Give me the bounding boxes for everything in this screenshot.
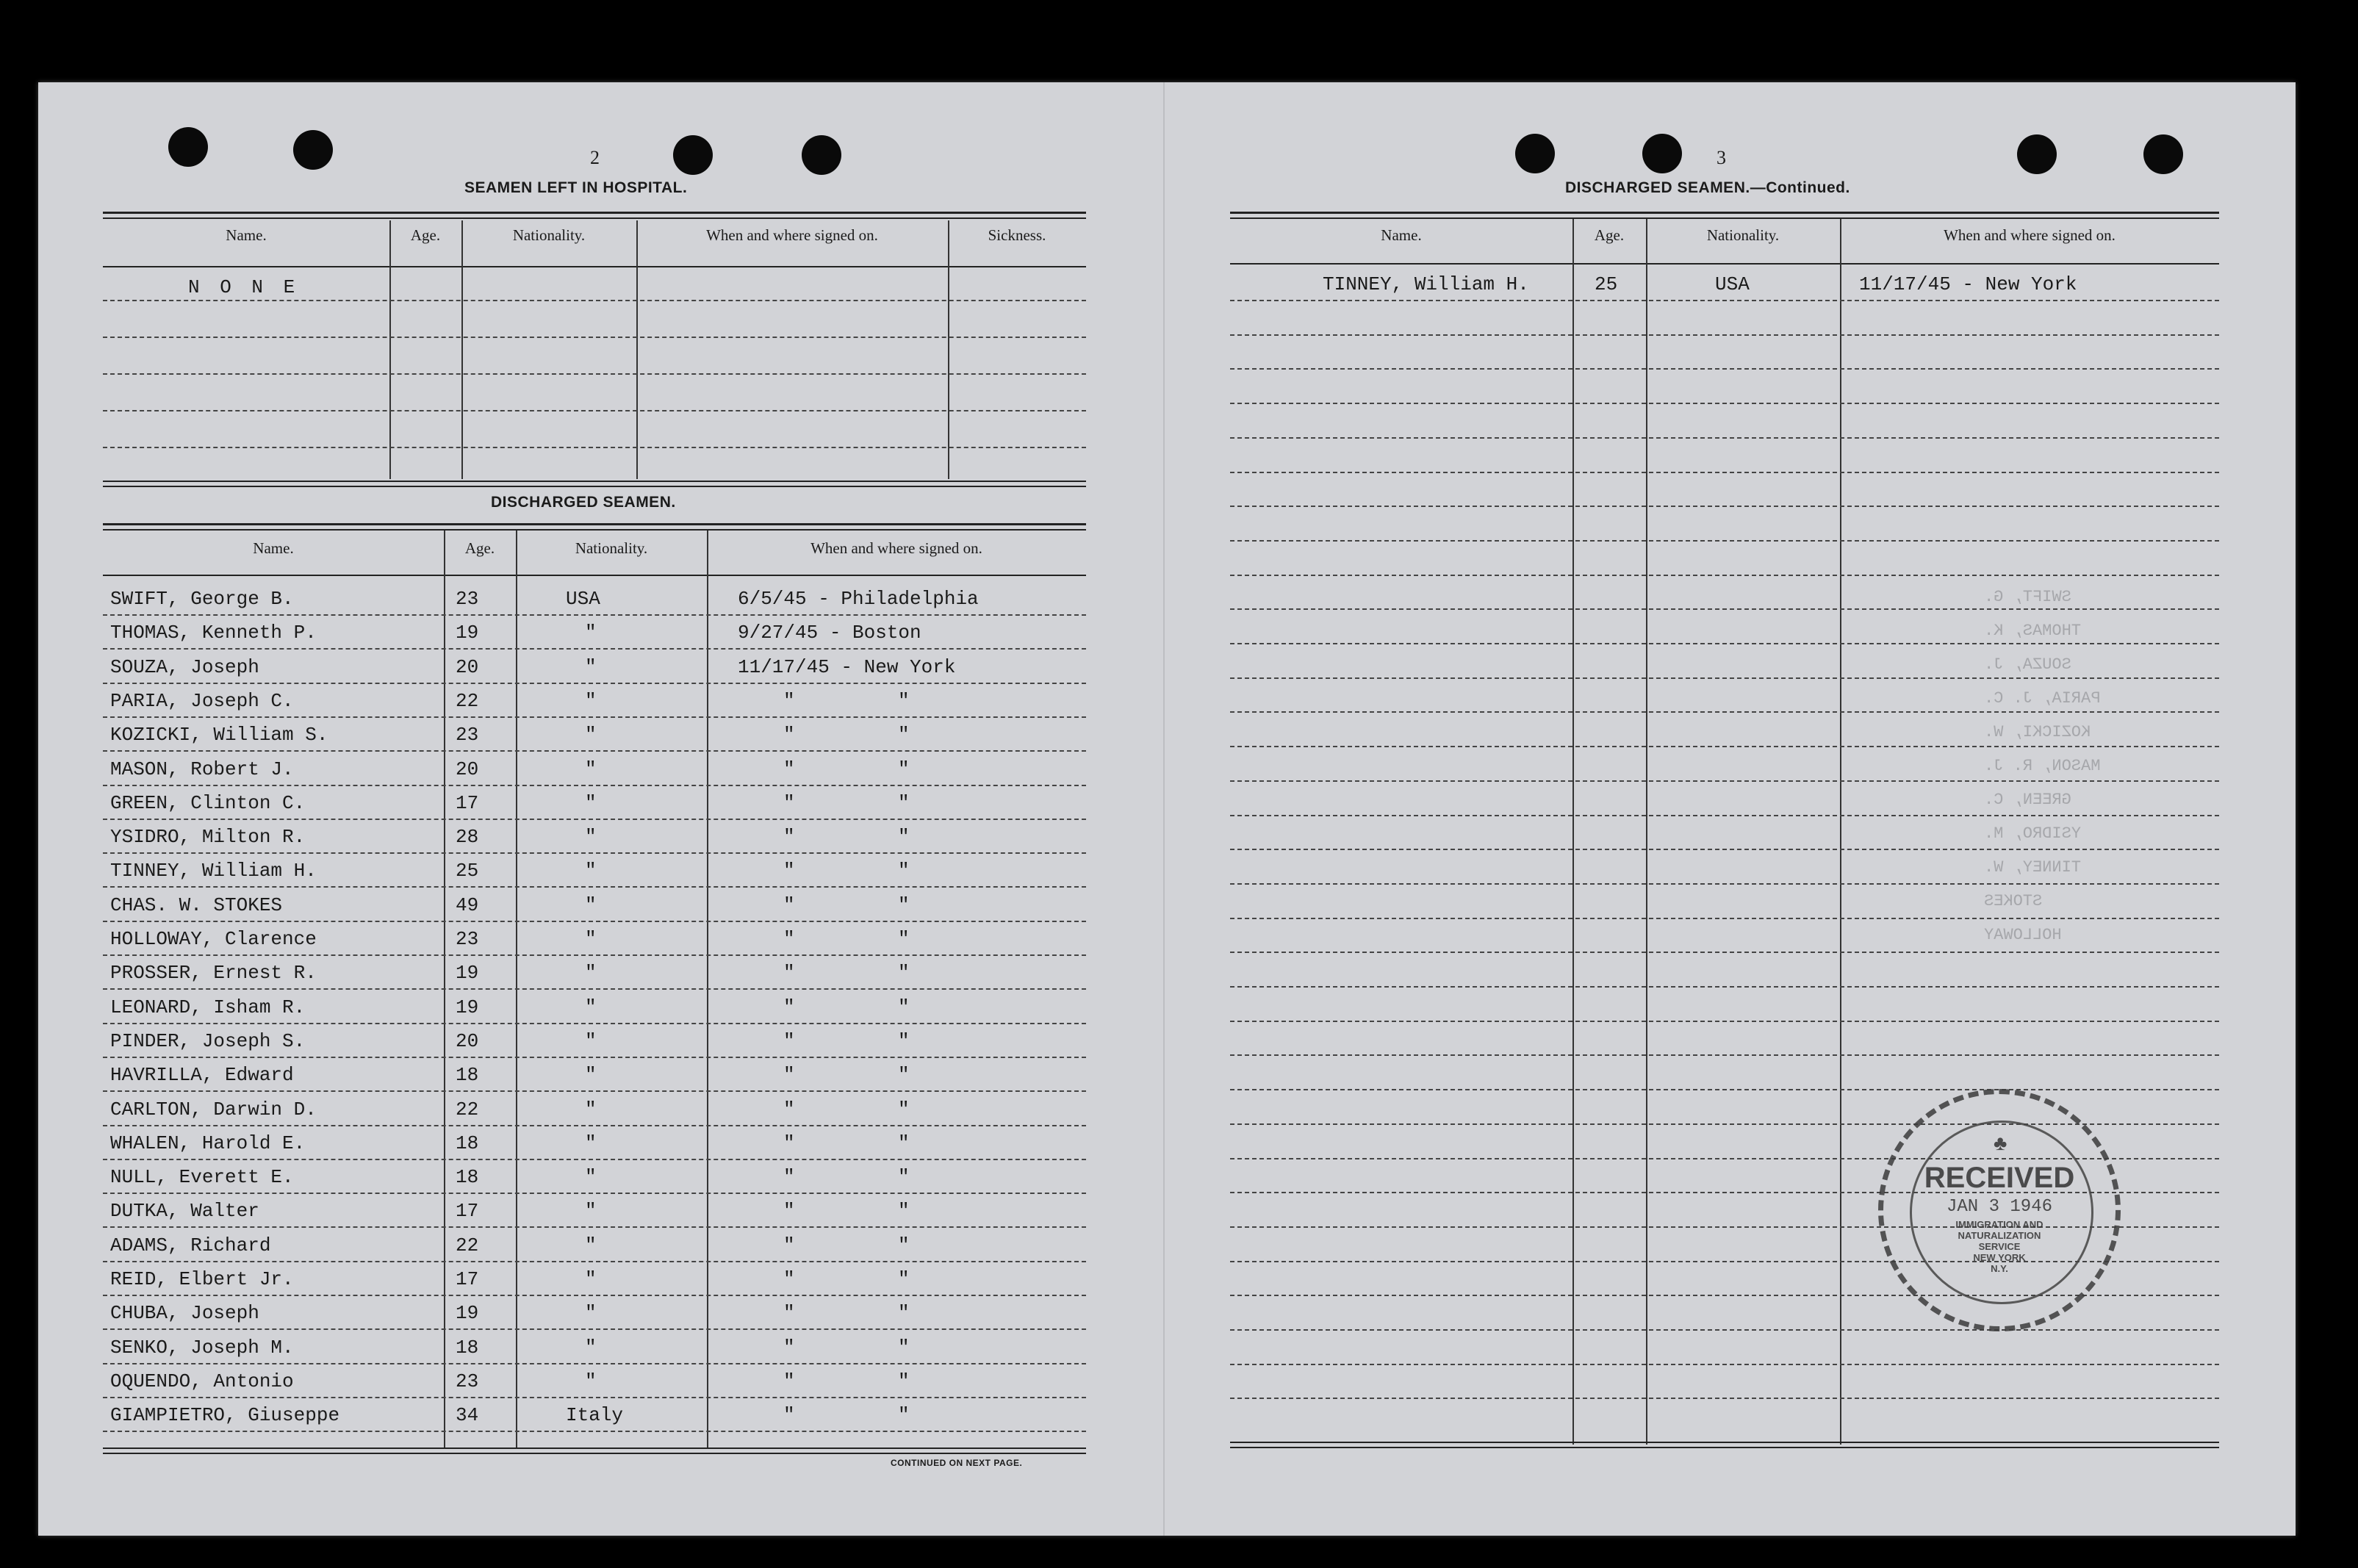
seaman-name: PARIA, Joseph C. <box>110 689 294 712</box>
dotted-row-line <box>1230 746 2219 747</box>
seaman-name: WHALEN, Harold E. <box>110 1132 306 1154</box>
dotted-row-line <box>103 648 1086 650</box>
seaman-age: 25 <box>456 860 479 882</box>
ghost-text: SWIFT, G. <box>1984 588 2071 606</box>
dotted-row-line <box>103 1023 1086 1024</box>
seaman-nationality: " <box>585 724 597 747</box>
dotted-row-line <box>103 1431 1086 1432</box>
seaman-name: DUTKA, Walter <box>110 1200 259 1223</box>
continued-note: CONTINUED ON NEXT PAGE. <box>891 1458 1023 1468</box>
punch-hole <box>1642 134 1682 173</box>
seaman-nationality: " <box>585 860 597 882</box>
signed-on-ditto: " <box>898 1404 910 1427</box>
dotted-row-line <box>1230 849 2219 850</box>
signed-on-ditto: " <box>783 826 795 849</box>
column-header: When and where signed on. <box>706 226 878 244</box>
seaman-age: 23 <box>456 724 479 747</box>
seaman-nationality: " <box>585 655 597 678</box>
dotted-row-line <box>1230 918 2219 919</box>
seaman-name: TINNEY, William H. <box>1323 273 1529 295</box>
seaman-age: 22 <box>456 1234 479 1256</box>
signed-on-ditto: " <box>783 1302 795 1325</box>
stamp-date: JAN 3 1946 <box>1946 1197 2053 1217</box>
dotted-row-line <box>1230 1398 2219 1399</box>
received-stamp <box>1878 1089 2121 1331</box>
seaman-age: 18 <box>456 1336 479 1359</box>
seaman-nationality: Italy <box>566 1404 624 1427</box>
seaman-name: NULL, Everett E. <box>110 1166 294 1189</box>
dotted-row-line <box>1230 1054 2219 1056</box>
page-number: 2 <box>590 147 600 168</box>
seaman-name: SOUZA, Joseph <box>110 655 259 678</box>
column-header: Nationality. <box>1706 226 1780 244</box>
dotted-row-line <box>103 1397 1086 1398</box>
seaman-age: 18 <box>456 1132 479 1154</box>
dotted-row-line <box>103 1261 1086 1262</box>
seaman-nationality: " <box>585 1029 597 1052</box>
column-divider <box>948 220 949 479</box>
dotted-row-line <box>103 337 1086 338</box>
dotted-row-line <box>1230 1089 2219 1090</box>
signed-on-ditto: " <box>898 791 910 814</box>
seaman-age: 19 <box>456 996 479 1018</box>
dotted-row-line <box>103 447 1086 448</box>
seaman-nationality: " <box>585 689 597 712</box>
signed-on-ditto: " <box>898 1234 910 1256</box>
dotted-row-line <box>103 988 1086 990</box>
seaman-name: HAVRILLA, Edward <box>110 1064 294 1087</box>
column-divider <box>461 220 463 479</box>
seaman-nationality: " <box>585 1200 597 1223</box>
column-header: Sickness. <box>988 226 1046 244</box>
dotted-row-line <box>1230 815 2219 816</box>
signed-on-ditto: " <box>783 1370 795 1392</box>
signed-on: 11/17/45 - New York <box>1859 273 2077 295</box>
dotted-row-line <box>103 1057 1086 1058</box>
seaman-age: 34 <box>456 1404 479 1427</box>
punch-hole <box>673 135 713 175</box>
dotted-row-line <box>103 716 1086 718</box>
seaman-name: TINNEY, William H. <box>110 860 317 882</box>
seaman-age: 49 <box>456 893 479 916</box>
signed-on-ditto: " <box>783 1132 795 1154</box>
signed-on-ditto: " <box>898 1166 910 1189</box>
dotted-row-line <box>103 614 1086 616</box>
signed-on-ditto: " <box>898 1268 910 1290</box>
stamp-agency: IMMIGRATION AND NATURALIZATION SERVICE NEW YORK N.Y. <box>1955 1219 2044 1274</box>
seaman-age: 20 <box>456 1029 479 1052</box>
seaman-nationality: " <box>585 1166 597 1189</box>
seaman-age: 17 <box>456 1200 479 1223</box>
table-bottom-rule <box>103 1453 1086 1454</box>
seaman-age: 23 <box>456 588 479 610</box>
seaman-nationality: " <box>585 996 597 1018</box>
dotted-row-line <box>1230 677 2219 679</box>
section-title-hospital: SEAMEN LEFT IN HOSPITAL. <box>464 179 688 196</box>
dotted-row-line <box>103 1159 1086 1160</box>
signed-on-ditto: " <box>898 996 910 1018</box>
ghost-text: HOLLOWAY <box>1984 926 2062 944</box>
page-number: 3 <box>1717 147 1726 168</box>
table-top-rule <box>103 523 1086 525</box>
signed-on-ditto: " <box>783 1336 795 1359</box>
signed-on: 9/27/45 - Boston <box>738 622 921 644</box>
signed-on-ditto: " <box>783 962 795 985</box>
dotted-row-line <box>1230 1329 2219 1331</box>
signed-on-ditto: " <box>898 1098 910 1121</box>
seaman-name: SENKO, Joseph M. <box>110 1336 294 1359</box>
signed-on-ditto: " <box>783 1064 795 1087</box>
section-title-discharged: DISCHARGED SEAMEN. <box>491 494 676 511</box>
dotted-row-line <box>103 1363 1086 1364</box>
dotted-row-line <box>103 683 1086 684</box>
dotted-row-line <box>1230 1364 2219 1365</box>
dotted-row-line <box>1230 575 2219 576</box>
signed-on-ditto: " <box>783 724 795 747</box>
dotted-row-line <box>1230 883 2219 885</box>
dotted-row-line <box>1230 1021 2219 1022</box>
signed-on-ditto: " <box>898 758 910 780</box>
column-header: When and where signed on. <box>1944 226 2116 244</box>
column-header: Age. <box>410 226 441 244</box>
seaman-age: 18 <box>456 1166 479 1189</box>
column-header: Name. <box>226 226 267 244</box>
signed-on-ditto: " <box>898 962 910 985</box>
dotted-row-line <box>103 1193 1086 1194</box>
signed-on-ditto: " <box>898 1029 910 1052</box>
section-title-discharged-continued: DISCHARGED SEAMEN.—Continued. <box>1565 179 1850 196</box>
signed-on-ditto: " <box>783 928 795 950</box>
seaman-name: ADAMS, Richard <box>110 1234 271 1256</box>
signed-on: 6/5/45 - Philadelphia <box>738 588 979 610</box>
dotted-row-line <box>1230 643 2219 644</box>
dotted-row-line <box>1230 540 2219 542</box>
signed-on-ditto: " <box>898 928 910 950</box>
table-bottom-rule <box>103 1447 1086 1449</box>
table-bottom-rule <box>103 486 1086 487</box>
seaman-age: 25 <box>1595 273 1618 295</box>
signed-on-ditto: " <box>898 860 910 882</box>
signed-on-ditto: " <box>783 893 795 916</box>
signed-on-ditto: " <box>898 1336 910 1359</box>
signed-on-ditto: " <box>783 1166 795 1189</box>
stamp-word: RECEIVED <box>1924 1162 2075 1194</box>
seaman-nationality: " <box>585 622 597 644</box>
seaman-age: 22 <box>456 689 479 712</box>
table-top-rule <box>103 529 1086 531</box>
seaman-name: CHUBA, Joseph <box>110 1302 259 1325</box>
signed-on: 11/17/45 - New York <box>738 655 956 678</box>
seaman-nationality: " <box>585 1370 597 1392</box>
table-top-rule <box>103 212 1086 214</box>
column-header: Nationality. <box>512 226 586 244</box>
punch-hole <box>802 135 841 175</box>
seaman-age: 18 <box>456 1064 479 1087</box>
column-header: Age. <box>464 539 495 557</box>
table-top-rule <box>1230 217 2219 219</box>
punch-hole <box>2017 134 2057 174</box>
ghost-text: MASON, R. J. <box>1984 757 2101 775</box>
dotted-row-line <box>103 1295 1086 1296</box>
dotted-row-line <box>1230 472 2219 473</box>
dotted-row-line <box>1230 334 2219 336</box>
punch-hole <box>1515 134 1555 173</box>
dotted-row-line <box>1230 300 2219 301</box>
dotted-row-line <box>103 852 1086 854</box>
punch-hole <box>293 130 333 170</box>
signed-on-ditto: " <box>783 1404 795 1427</box>
signed-on-ditto: " <box>898 893 910 916</box>
signed-on-ditto: " <box>898 1302 910 1325</box>
seaman-age: 17 <box>456 791 479 814</box>
signed-on-ditto: " <box>898 1132 910 1154</box>
dotted-row-line <box>103 1090 1086 1092</box>
seaman-age: 22 <box>456 1098 479 1121</box>
eagle-icon: ♣ <box>1994 1132 2007 1155</box>
seaman-name: CARLTON, Darwin D. <box>110 1098 317 1121</box>
column-divider <box>389 220 391 479</box>
seaman-nationality: " <box>585 1336 597 1359</box>
seaman-age: 19 <box>456 1302 479 1325</box>
signed-on-ditto: " <box>783 1029 795 1052</box>
seaman-nationality: " <box>585 1132 597 1154</box>
ghost-text: GREEN, C. <box>1984 791 2071 809</box>
seaman-name: LEONARD, Isham R. <box>110 996 306 1018</box>
seaman-name: GREEN, Clinton C. <box>110 791 306 814</box>
punch-hole <box>168 127 208 167</box>
seaman-nationality: " <box>585 893 597 916</box>
hospital-entry-none: N O N E <box>188 276 300 298</box>
dotted-row-line <box>1230 368 2219 370</box>
signed-on-ditto: " <box>898 724 910 747</box>
signed-on-ditto: " <box>898 1370 910 1392</box>
header-rule <box>103 266 1086 267</box>
dotted-row-line <box>103 954 1086 956</box>
signed-on-ditto: " <box>898 1200 910 1223</box>
dotted-row-line <box>1230 780 2219 782</box>
seaman-name: MASON, Robert J. <box>110 758 294 780</box>
ghost-text: PARIA, J. C. <box>1984 689 2101 708</box>
signed-on-ditto: " <box>783 689 795 712</box>
seaman-nationality: " <box>585 962 597 985</box>
dotted-row-line <box>1230 608 2219 610</box>
ghost-text: TINNEY, W. <box>1984 858 2082 877</box>
seaman-nationality: " <box>585 758 597 780</box>
seaman-nationality: USA <box>566 588 600 610</box>
table-bottom-rule <box>1230 1442 2219 1443</box>
table-bottom-rule <box>103 481 1086 482</box>
seaman-name: PINDER, Joseph S. <box>110 1029 306 1052</box>
ghost-text: STOKES <box>1984 892 2043 910</box>
seaman-age: 20 <box>456 758 479 780</box>
dotted-row-line <box>1230 986 2219 988</box>
ghost-text: SOUZA, J. <box>1984 655 2071 674</box>
punch-hole <box>2143 134 2183 174</box>
column-header: Nationality. <box>575 539 648 557</box>
dotted-row-line <box>103 1226 1086 1228</box>
seaman-age: 28 <box>456 826 479 849</box>
seaman-age: 23 <box>456 928 479 950</box>
column-header: When and where signed on. <box>810 539 982 557</box>
dotted-row-line <box>103 921 1086 922</box>
seaman-nationality: " <box>585 1268 597 1290</box>
seaman-age: 23 <box>456 1370 479 1392</box>
table-bottom-rule <box>1230 1447 2219 1448</box>
seaman-age: 19 <box>456 962 479 985</box>
dotted-row-line <box>1230 403 2219 404</box>
dotted-row-line <box>103 785 1086 786</box>
ghost-text: YSIDRO, M. <box>1984 824 2082 843</box>
dotted-row-line <box>103 410 1086 411</box>
seaman-nationality: " <box>585 928 597 950</box>
dotted-row-line <box>103 373 1086 375</box>
seaman-nationality: " <box>585 1302 597 1325</box>
signed-on-ditto: " <box>783 1200 795 1223</box>
header-rule <box>103 575 1086 576</box>
seaman-name: THOMAS, Kenneth P. <box>110 622 317 644</box>
seaman-nationality: " <box>585 1098 597 1121</box>
dotted-row-line <box>1230 711 2219 713</box>
dotted-row-line <box>1230 437 2219 439</box>
seaman-nationality: " <box>585 1064 597 1087</box>
ghost-text: KOZICKI, W. <box>1984 723 2091 741</box>
seaman-name: OQUENDO, Antonio <box>110 1370 294 1392</box>
dotted-row-line <box>103 819 1086 820</box>
signed-on-ditto: " <box>783 996 795 1018</box>
column-header: Name. <box>1381 226 1422 244</box>
seaman-name: YSIDRO, Milton R. <box>110 826 306 849</box>
dotted-row-line <box>103 750 1086 752</box>
seaman-nationality: " <box>585 826 597 849</box>
seaman-name: REID, Elbert Jr. <box>110 1268 294 1290</box>
seaman-name: GIAMPIETRO, Giuseppe <box>110 1404 340 1427</box>
signed-on-ditto: " <box>783 1234 795 1256</box>
dotted-row-line <box>1230 952 2219 953</box>
seaman-name: HOLLOWAY, Clarence <box>110 928 317 950</box>
ghost-text: THOMAS, K. <box>1984 622 2082 640</box>
signed-on-ditto: " <box>898 1064 910 1087</box>
seaman-name: KOZICKI, William S. <box>110 724 328 747</box>
signed-on-ditto: " <box>783 758 795 780</box>
seaman-name: CHAS. W. STOKES <box>110 893 283 916</box>
seaman-age: 17 <box>456 1268 479 1290</box>
signed-on-ditto: " <box>898 826 910 849</box>
seaman-age: 20 <box>456 655 479 678</box>
seaman-name: PROSSER, Ernest R. <box>110 962 317 985</box>
dotted-row-line <box>103 1328 1086 1330</box>
signed-on-ditto: " <box>898 689 910 712</box>
dotted-row-line <box>103 886 1086 888</box>
dotted-row-line <box>1230 506 2219 507</box>
signed-on-ditto: " <box>783 860 795 882</box>
seaman-nationality: USA <box>1715 273 1750 295</box>
page-fold <box>1163 82 1165 1536</box>
seaman-nationality: " <box>585 791 597 814</box>
signed-on-ditto: " <box>783 1268 795 1290</box>
seaman-name: SWIFT, George B. <box>110 588 294 610</box>
signed-on-ditto: " <box>783 791 795 814</box>
column-header: Name. <box>253 539 294 557</box>
table-top-rule <box>103 217 1086 219</box>
dotted-row-line <box>103 1125 1086 1126</box>
table-top-rule <box>1230 212 2219 214</box>
dotted-row-line <box>103 300 1086 301</box>
seaman-age: 19 <box>456 622 479 644</box>
signed-on-ditto: " <box>783 1098 795 1121</box>
seaman-nationality: " <box>585 1234 597 1256</box>
header-rule <box>1230 263 2219 265</box>
column-header: Age. <box>1594 226 1625 244</box>
column-divider <box>636 220 638 479</box>
